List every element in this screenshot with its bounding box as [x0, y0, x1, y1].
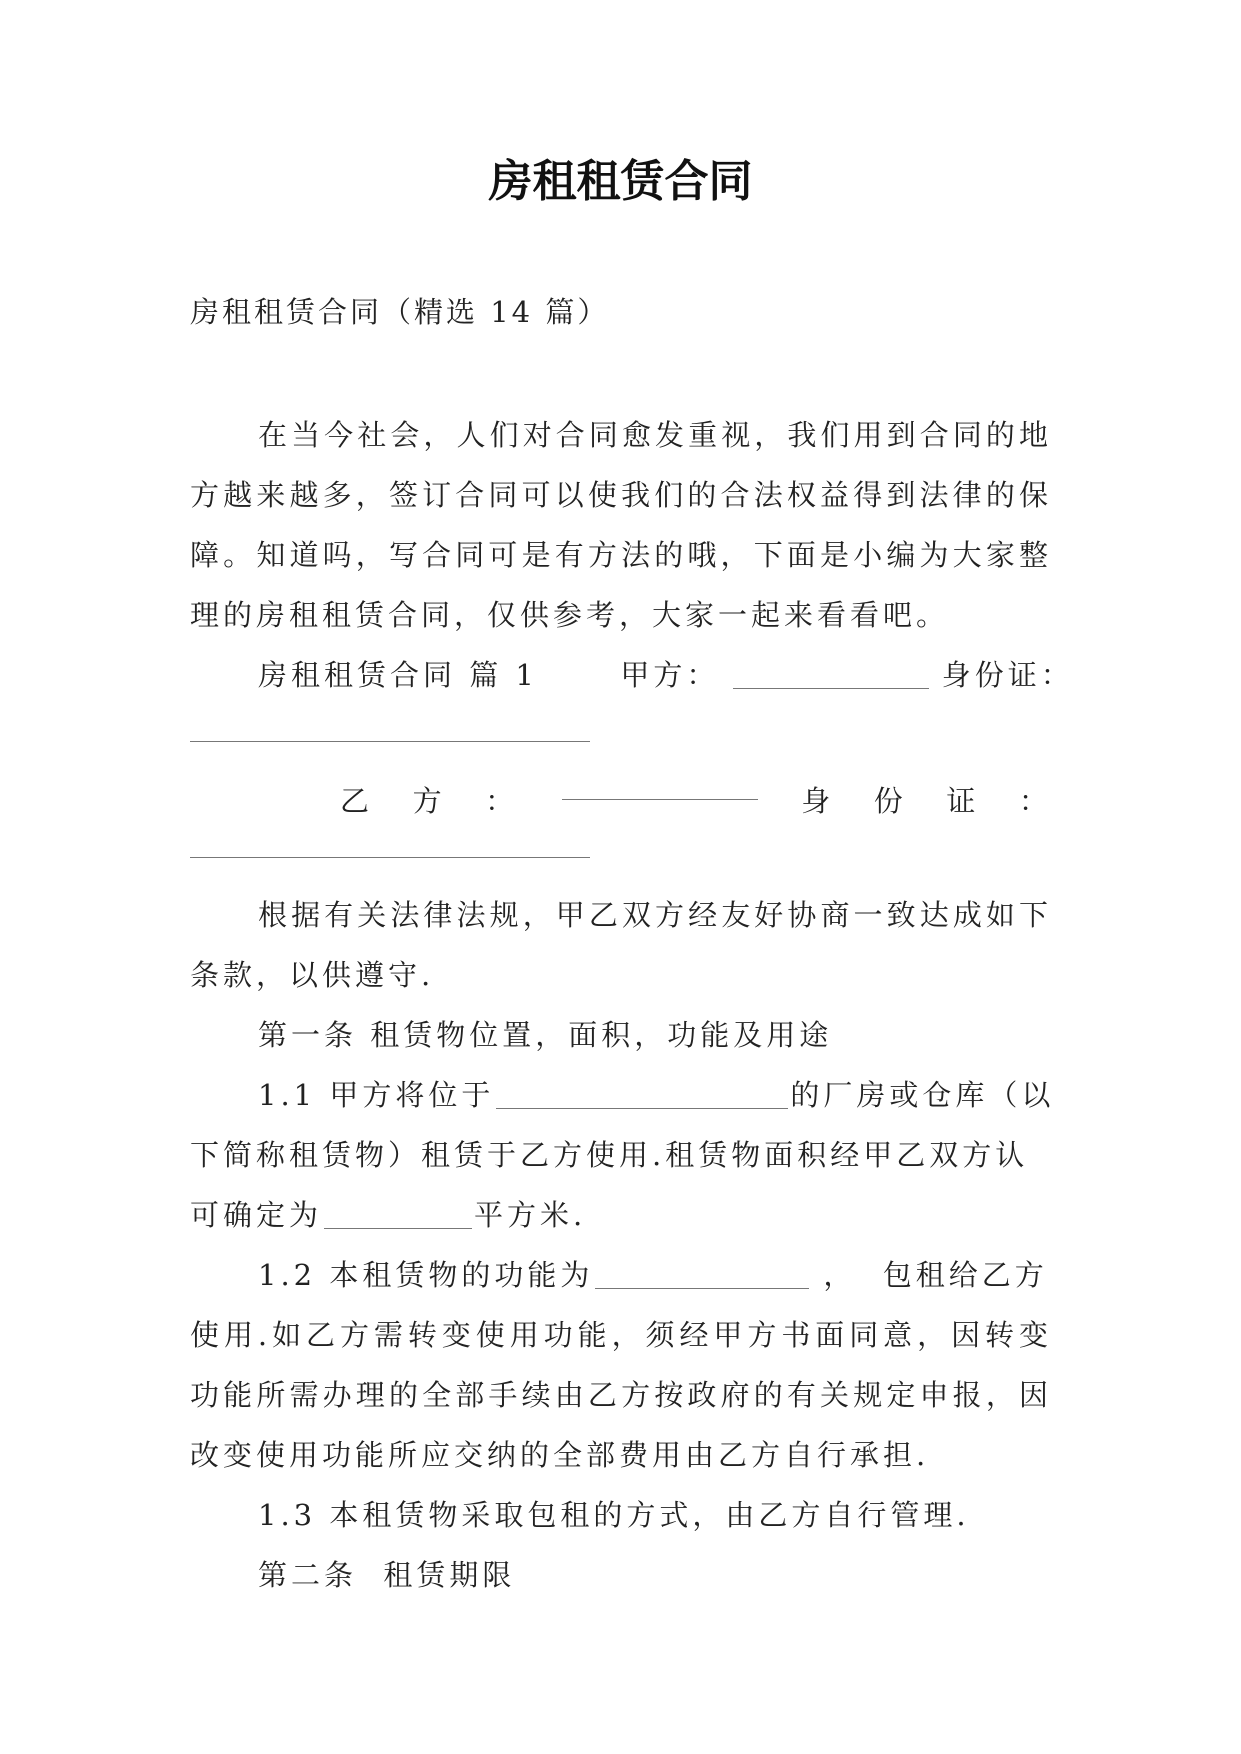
- article-2-title: 第二条 租赁期限: [258, 1558, 516, 1592]
- clause-1-1-line-1: [190, 1065, 1055, 1125]
- party-b-char: 证: [946, 783, 980, 818]
- party-b-char: 身: [801, 783, 835, 818]
- section-heading: 房租租赁合同 篇 1: [258, 658, 538, 692]
- party-b-char: 方: [412, 783, 446, 818]
- function-blank: [595, 1288, 809, 1289]
- clause-1-1-text: 可确定为: [190, 1198, 323, 1232]
- clause-1-2-line-1: [190, 1245, 1052, 1305]
- clause-1-1-text: 的厂房或仓库（以: [790, 1078, 1055, 1112]
- party-b-line: [190, 769, 1052, 829]
- party-a-label: 甲方：: [620, 658, 720, 692]
- party-b-char: ：: [1018, 783, 1052, 818]
- party-a-id-blank: [190, 705, 1052, 769]
- party-a-id-label: 身份证：: [941, 658, 1074, 692]
- clause-1-1-line-2: 下简称租赁物）租赁于乙方使用.租赁物面积经甲乙双方认: [190, 1138, 1029, 1172]
- party-b-id-blank: [190, 829, 1052, 885]
- document-subtitle: 房租租赁合同（精选 14 篇）: [190, 295, 610, 329]
- party-b-name-blank: [562, 799, 758, 800]
- party-b-char: 份: [873, 783, 907, 818]
- clause-1-1-text: 1.1 甲方将位于: [258, 1078, 495, 1112]
- clause-1-1-text: 平方米.: [474, 1198, 587, 1232]
- party-b-char: ：: [485, 783, 519, 818]
- clause-1-3: 1.3 本租赁物采取包租的方式，由乙方自行管理.: [258, 1498, 970, 1532]
- clause-1-2-rest: 使用.如乙方需转变使用功能，须经甲方书面同意，因转变功能所需办理的全部手续由乙方按政府的有关规定申报，因改变使用功能所应交纳的全部费用由乙方自行承担.: [190, 1318, 1052, 1472]
- party-b-char: 乙: [340, 783, 374, 818]
- location-blank: [496, 1108, 788, 1109]
- clause-1-2-text: ， 包租给乙方: [823, 1258, 1048, 1292]
- clause-1-1-line-3: [190, 1185, 1052, 1245]
- area-blank: [324, 1228, 472, 1229]
- preamble-paragraph: 根据有关法律法规，甲乙双方经友好协商一致达成如下条款，以供遵守.: [190, 898, 1052, 992]
- article-1-title: 第一条 租赁物位置，面积，功能及用途: [258, 1018, 833, 1052]
- intro-paragraph: 在当今社会，人们对合同愈发重视，我们用到合同的地方越来越多，签订合同可以使我们的合法权益得到法律的保障。知道吗，写合同可是有方法的哦，下面是小编为大家整理的房租租赁合同，仅供参考，大家一起来看看吧。: [190, 418, 1052, 632]
- clause-1-2-text: 1.2 本租赁物的功能为: [258, 1258, 594, 1292]
- document-title: 房租租赁合同: [488, 156, 753, 207]
- party-a-line: [190, 645, 1074, 705]
- document-body: [190, 405, 1074, 1605]
- party-a-name-blank: [733, 688, 929, 689]
